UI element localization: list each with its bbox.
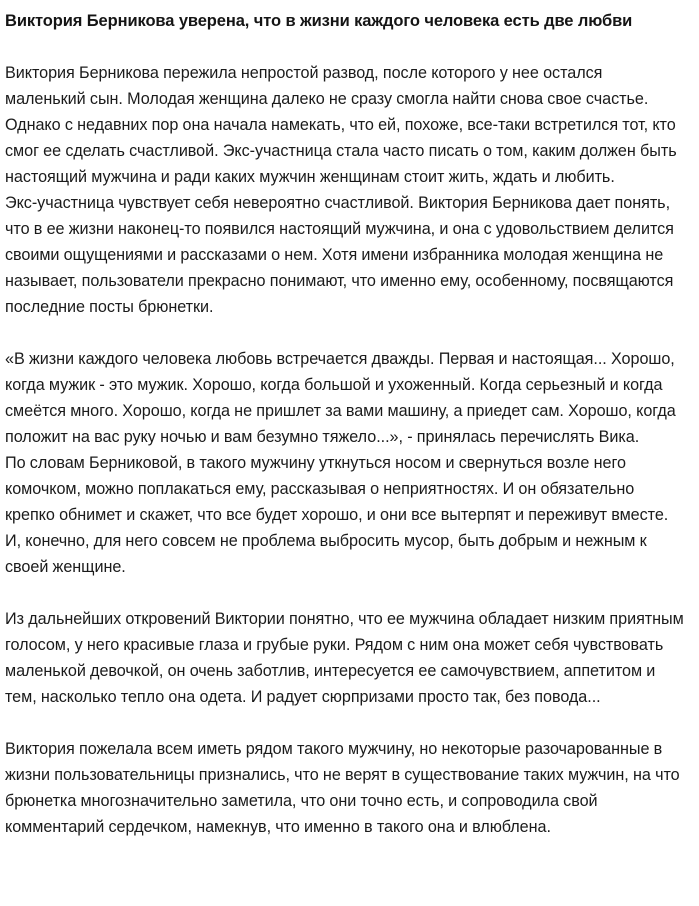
paragraph: По словам Берниковой, в такого мужчину уткнуться носом и свернуться возле него комочком, можно поплакаться ему, рассказывая о неприятностях. И он обязательно крепко обнимет и скажет, что все будет хорошо, и они все вытерпят и переживут вместе. И, конечно, для него совсем не проблема выбросить мусор, быть добрым и нежным к своей женщине. (5, 454, 669, 576)
paragraph-block-details (5, 606, 685, 710)
paragraph: Из дальнейших откровений Виктории понятно, что ее мужчина обладает низким приятным голосом, у него красивые глаза и грубые руки. Рядом с ним она может себя чувствовать маленькой девочкой, он очень заботлив, интересуется ее самочувствием, аппетитом и тем, насколько тепло она одета. И радует сюрпризами просто так, без повода... (5, 610, 684, 706)
block-gap (5, 710, 685, 736)
paragraph-block-quote (5, 346, 685, 580)
title-body-spacer (5, 34, 685, 60)
paragraph: «В жизни каждого человека любовь встречается дважды. Первая и настоящая... Хорошо, когда мужик - это мужик. Хорошо, когда большой и ухоженный. Когда серьезный и когда смеётся много. Хорошо, когда не пришлет за вами машину, а приедет сам. Хорошо, когда положит на вас руку ночью и вам безумно тяжело...», - принялась перечислять Вика. (5, 350, 676, 446)
paragraph: Виктория Берникова пережила непростой развод, после которого у нее остался маленький сын. Молодая женщина далеко не сразу смогла найти снова свое счастье. Однако с недавних пор она начала намекать, что ей, похоже, все-таки встретился тот, кто смог ее сделать счастливой. Экс-участница стала часто писать о том, каким должен быть настоящий мужчина и ради каких мужчин женщинам стоит жить, ждать и любить. (5, 64, 677, 186)
paragraph: Виктория пожелала всем иметь рядом такого мужчину, но некоторые разочарованные в жизни пользовательницы признались, что не верят в существование таких мужчин, на что брюнетка многозначительно заметила, что они точно есть, и сопроводила свой комментарий сердечком, намекнув, что именно в такого она и влюблена. (5, 740, 680, 836)
paragraph-block-intro (5, 60, 685, 320)
page-title: Виктория Берникова уверена, что в жизни каждого человека есть две любви (5, 12, 633, 30)
paragraph-block-conclusion (5, 736, 685, 840)
paragraph: Экс-участница чувствует себя невероятно счастливой. Виктория Берникова дает понять, что в ее жизни наконец-то появился настоящий мужчина, и она с удовольствием делится своими ощущениями и рассказами о нем. Хотя имени избранника молодая женщина не называет, пользователи прекрасно понимают, что именно ему, особенному, посвящаются последние посты брюнетки. (5, 194, 674, 316)
block-gap (5, 320, 685, 346)
block-gap (5, 580, 685, 606)
